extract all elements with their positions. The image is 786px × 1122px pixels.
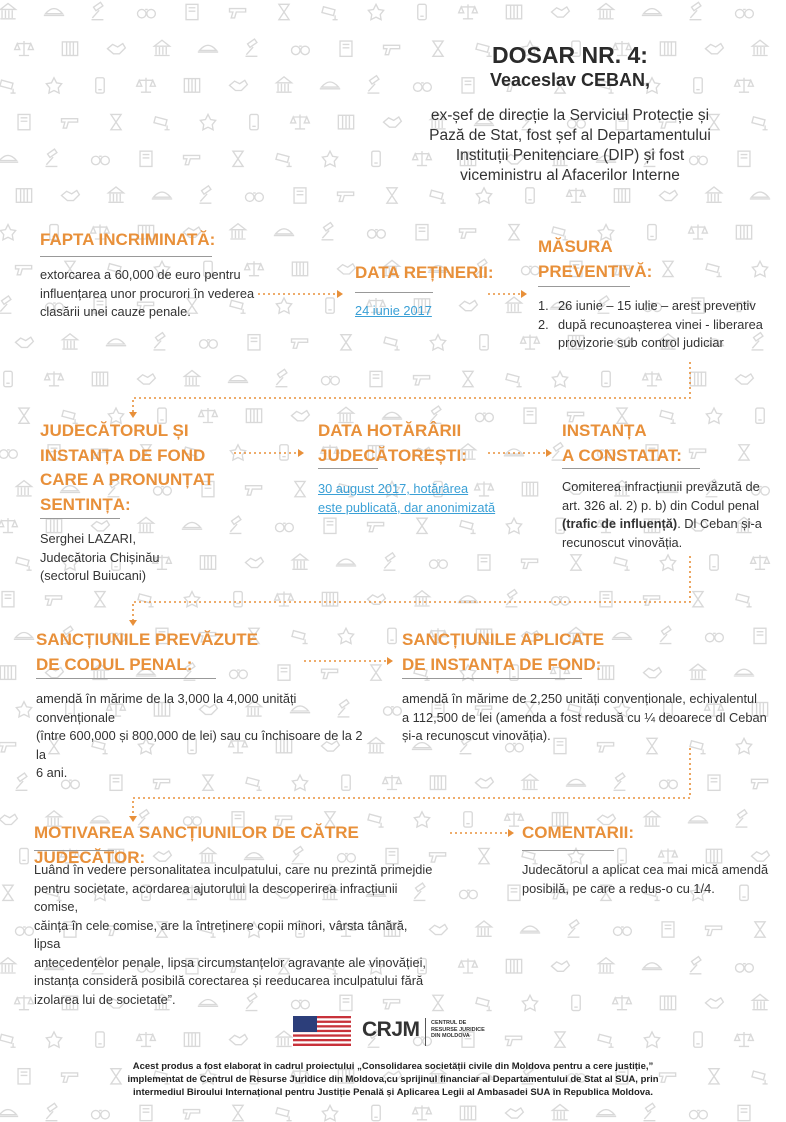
instanta-text-bold: (trafic de influență)	[562, 516, 678, 531]
arrow-head	[337, 290, 343, 298]
sanct-prevazute-heading: SANCȚIUNILE PREVĂZUTE DE CODUL PENAL:	[36, 630, 258, 674]
arrow-head	[546, 449, 552, 457]
divider	[40, 256, 212, 257]
page-title: DOSAR NR. 4:	[492, 42, 648, 68]
footer-disclaimer: Acest produs a fost elaborat în cadrul proiectului „Consolidarea societății civile din Moldova pentru a cere justiție,” implementat de Centrul de Resurse Juridice din Moldova,cu sprijinul financiar al Departamentului de Stat al SUA, prin intermediul Biroului Internațional pentru Justiție Penală și Aplicarea Legii al Ambasadei SUA în Republica Moldova.	[127, 1061, 659, 1098]
data-hotararii-heading: DATA HOTĂRÂRII JUDECĂTOREȘTI:	[318, 421, 467, 465]
list-item	[538, 297, 768, 316]
divider	[34, 850, 114, 851]
data-retinerii-link[interactable]: 24 iunie 2017	[355, 303, 432, 318]
data-hotararii-link[interactable]: 30 august 2017, hotărârea este publicată, dar anonimizată	[318, 481, 496, 515]
logo-divider	[425, 1018, 426, 1046]
list-text: după recunoașterea vinei - liberarea provizorie sub control judiciar	[558, 316, 763, 350]
list-number: 2.	[538, 316, 549, 332]
instanta-text-a: Comiterea infracțiunii prevăzută de art. 326 al. 2) p. b) din Codul penal	[562, 479, 760, 513]
divider	[318, 468, 378, 469]
instanta-text	[562, 478, 782, 552]
us-flag-logo	[293, 1016, 351, 1046]
arrow-head	[508, 829, 514, 837]
crjm-logo-subtitle: CENTRUL DE RESURSE JURIDICE DIN MOLDOVA	[431, 1020, 485, 1039]
crjm-logo-text: CRJM	[362, 1018, 420, 1041]
comentarii-heading: COMENTARII:	[522, 823, 635, 842]
list-item	[538, 316, 768, 353]
person-name: Veaceslav CEBAN,	[489, 70, 651, 90]
judecator-heading: JUDECĂTORUL ȘI INSTANȚA DE FOND CARE A PRONUNȚAT SENTINȚA:	[40, 421, 215, 514]
arrow-head	[129, 412, 137, 418]
divider	[562, 468, 700, 469]
sanct-aplicate-text: amendă în mărime de 2,250 unități convenționale, echivalentul a 112,500 de lei (amenda a fost redusă cu ¼ deoarece dl Ceban și-a recunoscut vinovăția).	[402, 691, 767, 743]
masura-heading: MĂSURA PREVENTIVĂ:	[538, 237, 653, 281]
divider	[40, 518, 120, 519]
comentarii-text: Judecătorul a aplicat cea mai mică amendă posibilă, pe care a redus-o cu 1/4.	[522, 862, 769, 896]
list-text: 26 iunie – 15 iulie – arest preventiv	[558, 298, 756, 313]
instanta-heading: INSTANȚA A CONSTATAT:	[562, 421, 682, 465]
arrow-head	[387, 657, 393, 665]
divider	[538, 286, 630, 287]
instanta-text-b: . Dl Ceban și-a recunoscut vinovăția.	[562, 516, 762, 550]
divider	[355, 292, 433, 293]
fapta-heading: FAPTA INCRIMINATĂ:	[40, 230, 216, 249]
arrow-head	[521, 290, 527, 298]
data-retinerii-heading: DATA REȚINERII:	[355, 263, 494, 282]
arrow-head	[129, 620, 137, 626]
arrow-head	[298, 449, 304, 457]
sanct-aplicate-heading: SANCȚIUNILE APLICATE DE INSTANȚA DE FOND:	[402, 630, 605, 674]
divider	[402, 678, 582, 679]
crjm-logo	[362, 1018, 420, 1042]
masura-list	[538, 297, 768, 353]
motivarea-heading: MOTIVAREA SANCȚIUNILOR DE CĂTRE JUDECĂTOR:	[34, 823, 359, 867]
divider	[36, 678, 216, 679]
motivarea-text: Luând în vedere personalitatea inculpatului, care nu prezintă primejdie pentru societate, acordarea ajutorului la descoperirea infracțiunii comise, căința în cele comise, are la întreținere copii minori, vârsta tânără, lipsa antecedentelor penale, lipsa circumstanțelor agravante ale vinovăției, instanța consideră posibilă corectarea și reeducarea inculpatului fără izolarea lui de societate”.	[34, 862, 433, 1007]
fapta-text: extorcarea a 60,000 de euro pentru influențarea unor procurori în vederea clasării unei cauze penale.	[40, 267, 255, 319]
list-number: 1.	[538, 298, 549, 313]
connector-masura-judecator	[133, 362, 690, 412]
sanct-prevazute-text: amendă în mărime de la 3,000 la 4,000 unități convenționale (între 600,000 și 800,000 de lei) sau cu închisoare de la 2 la 6 ani.	[36, 691, 363, 780]
person-description: ex-șef de direcție la Serviciul Protecție și Pază de Stat, fost șef al Departamentului Instituții Penitenciare (DIP) și fost viceministru al Afacerilor Interne	[429, 107, 711, 184]
judecator-text: Serghei LAZARI, Judecătoria Chișinău (sectorul Buiucani)	[40, 531, 160, 583]
divider	[522, 850, 614, 851]
